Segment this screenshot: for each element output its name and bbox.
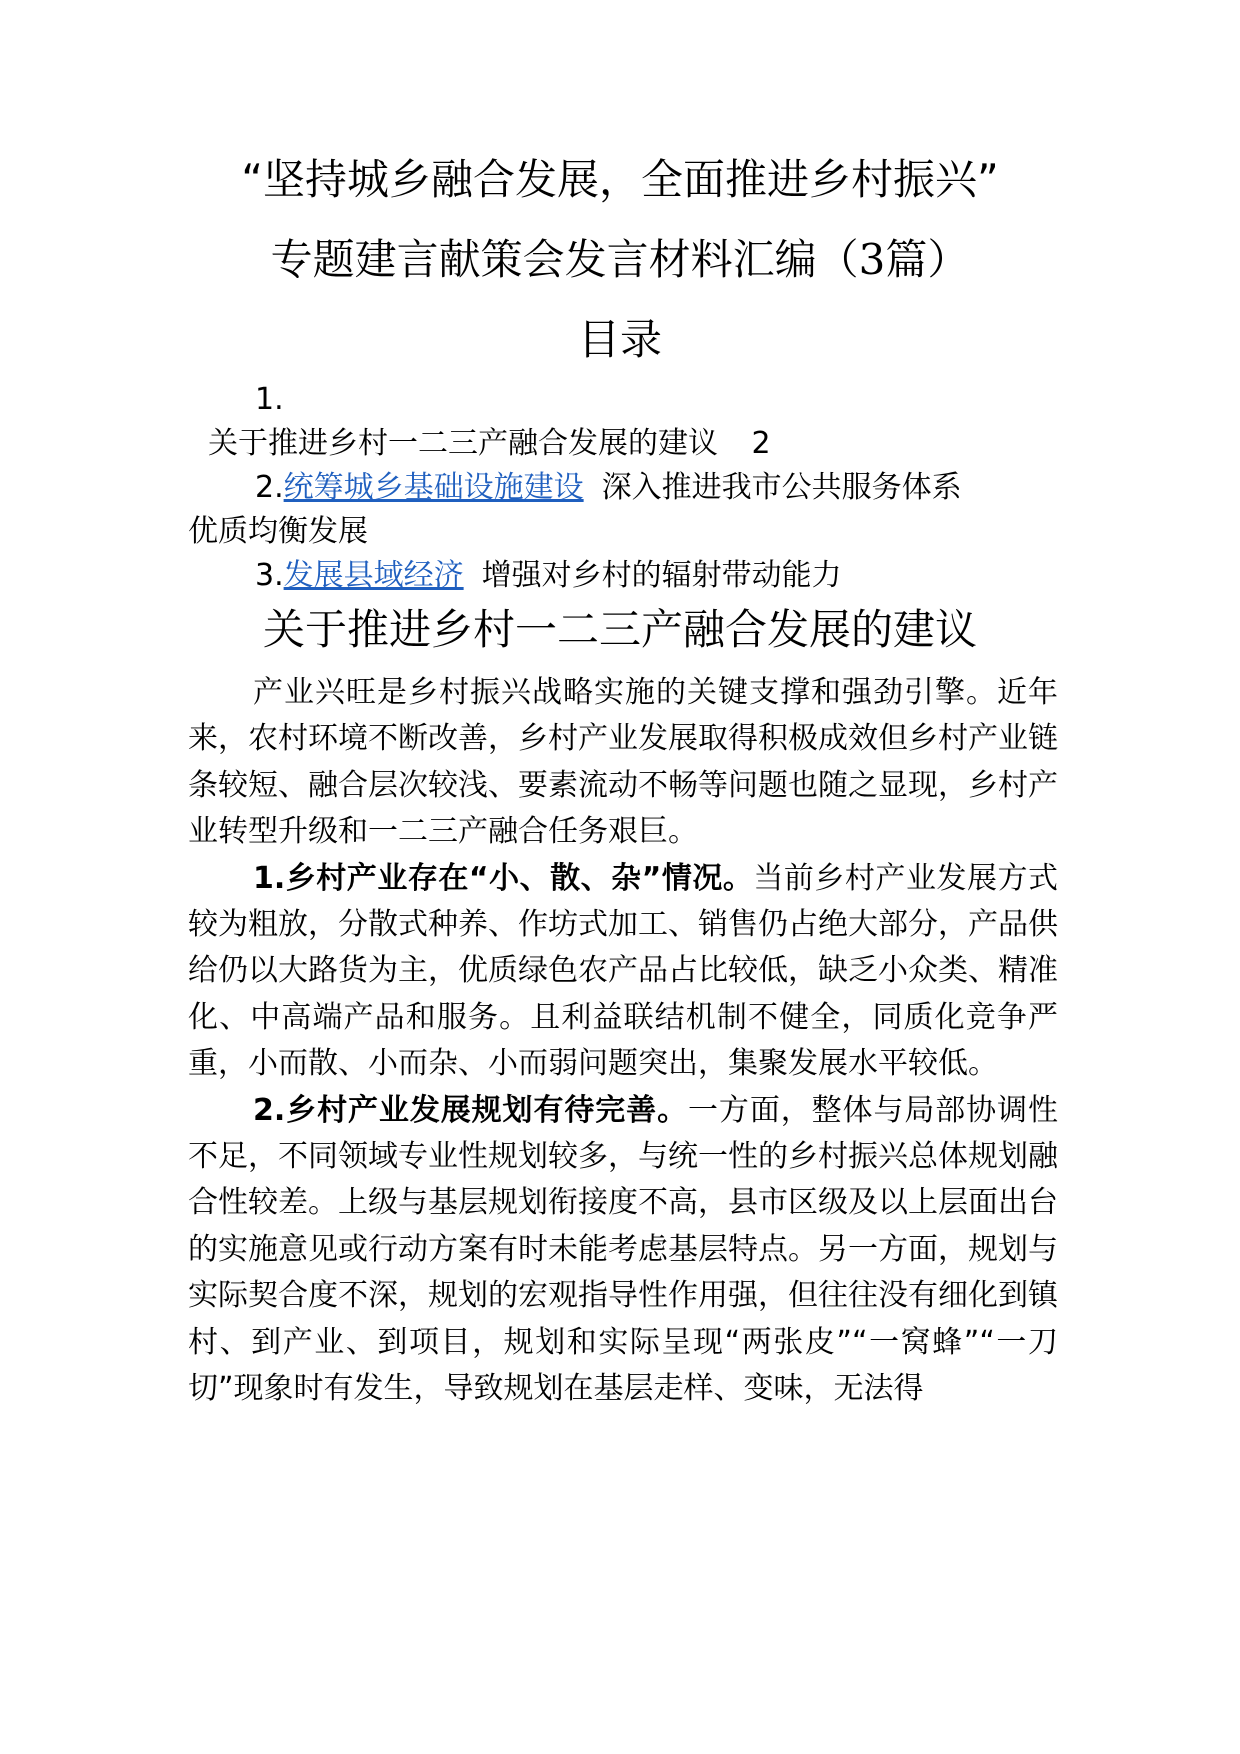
toc-item-2-link[interactable]: 统筹城乡基础设施建设 <box>283 470 584 505</box>
intro-paragraph: 产业兴旺是乡村振兴战略实施的关键支撑和强劲引擎。近年来，农村环境不断改善，乡村产业发展取得积极成效但乡村产业链条较短、融合层次较浅、要素流动不畅等问题也随之显现，乡村产业转型升级和一二三产融合任务艰巨。 <box>188 675 1058 850</box>
document-title-line1: “坚持城乡融合发展，全面推进乡村振兴” <box>241 155 999 204</box>
toc-item-2-num: 2. <box>255 470 284 505</box>
document-title-line2 <box>0 230 1240 290</box>
point-1-text: 当前乡村产业发展方式较为粗放，分散式种养、作坊式加工、销售仍占绝大部分，产品供给仍以大路货为主，优质绿色农产品占比较低，缺乏小众类、精准化、中高端产品和服务。且利益联结机制不健全，同质化竞争严重，小而散、小而杂、小而弱问题突出，集聚发展水平较低。 <box>188 860 1058 1082</box>
point-1-heading: 1.乡村产业存在“小、散、杂”情况。 <box>253 860 754 896</box>
title-line2-count: 3 <box>858 235 886 284</box>
toc-item-1-text: 关于推进乡村一二三产融合发展的建议 <box>208 426 718 461</box>
toc-item-1-page: 2 <box>751 426 771 461</box>
toc-item-1[interactable] <box>208 422 771 466</box>
point-2-heading: 2.乡村产业发展规划有待完善。 <box>253 1092 688 1128</box>
toc-item-3-number: 3. <box>255 558 284 593</box>
title-line2-suffix: 篇） <box>885 235 970 284</box>
point-1-paragraph <box>188 856 1058 1088</box>
toc-item-3 <box>255 554 842 598</box>
toc-item-2-text: 深入推进我市公共服务体系 <box>601 470 962 505</box>
toc-heading: 目录 <box>577 315 662 364</box>
point-2-paragraph <box>188 1088 1058 1413</box>
toc-item-2 <box>255 466 962 510</box>
title-line2-prefix: 专题建言献策会发言材料汇编（ <box>270 235 859 284</box>
toc-item-3-link[interactable]: 发展县域经济 <box>283 558 464 593</box>
toc-item-1-number: 1. <box>255 382 284 417</box>
section-title: 关于推进乡村一二三产融合发展的建议 <box>262 605 977 654</box>
document-body <box>188 670 1058 1413</box>
point-2-text: 一方面，整体与局部协调性不足，不同领域专业性规划较多，与统一性的乡村振兴总体规划融合性较差。上级与基层规划衔接度不高，县市区级及以上层面出台的实施意见或行动方案有时未能考虑基层特点。另一方面，规划与实际契合度不深，规划的宏观指导性作用强，但往往没有细化到镇村、到产业、到项目，规划和实际呈现“两张皮”“一窝蜂”“一刀切”现象时有发生，导致规划在基层走样、变味，无法得 <box>188 1092 1058 1407</box>
toc-item-2-continuation: 优质均衡发展 <box>188 514 368 549</box>
toc-item-3-text: 增强对乡村的辐射带动能力 <box>481 558 842 593</box>
